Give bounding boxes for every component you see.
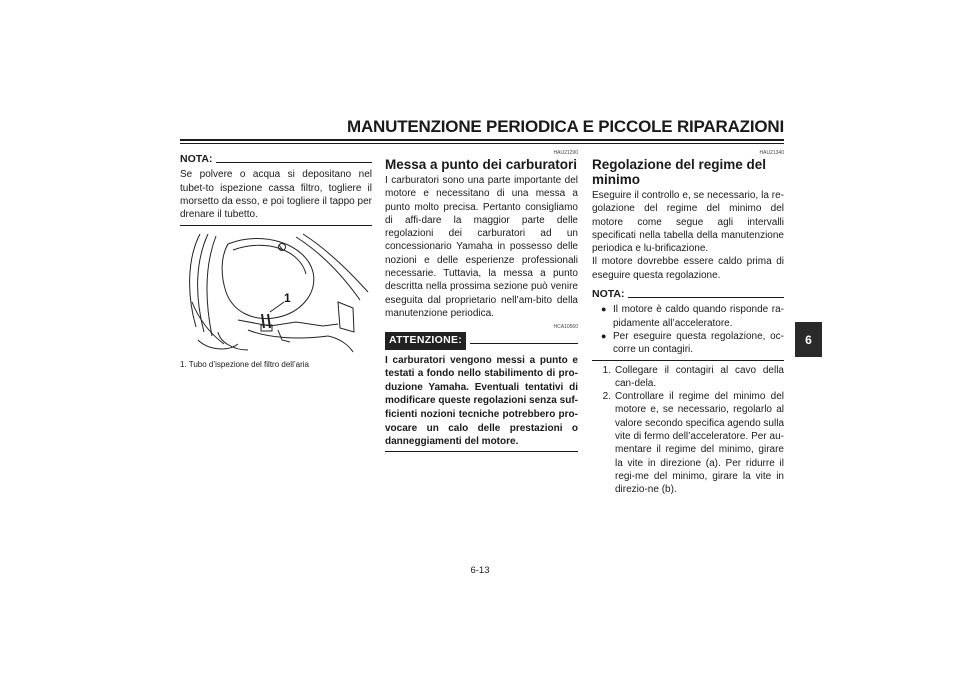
bullet-item — [592, 303, 784, 330]
section-code: HAU21290 — [553, 150, 578, 156]
nota-label: NOTA: — [180, 153, 213, 165]
page-number: 6-13 — [470, 565, 490, 576]
chapter-tab: 6 — [795, 322, 822, 357]
step-text: Collegare il contagiri al cavo della can-dela. — [615, 364, 784, 389]
warning-label: ATTENZIONE: — [385, 332, 466, 349]
section-heading: Messa a punto dei carburatori — [385, 157, 578, 172]
page-title: MANUTENZIONE PERIODICA E PICCOLE RIPARAZIONI — [347, 117, 784, 136]
nota-end-rule — [592, 360, 784, 361]
callout-number: 1 — [284, 291, 291, 305]
air-filter-illustration — [178, 232, 373, 354]
section-body: I carburatori sono una parte importante del motore e necessitano di una messa a punto molto precisa. Pertanto consigliamo di affi-dare la maggior parte delle regolazioni dei carburatori ad un concessionario Yamaha in possesso delle nozioni e delle esperienze professionali necessarie. Tuttavia, la messa a punto descritta nella prossima sezione può venire eseguita dal proprietario nell’am-bito della manutenzione periodica. — [385, 175, 578, 319]
bullet-dot: ● — [601, 330, 607, 341]
nota-heading — [592, 288, 784, 301]
header-rule — [180, 139, 784, 141]
middle-column — [385, 150, 578, 452]
bullet-item — [592, 330, 784, 357]
left-column — [180, 153, 372, 226]
nota-text: Se polvere o acqua si depositano nel tubet-to ispezione cassa filtro, togliere il morsetto da esso, e poi togliere il tappo per drenare il tubetto. — [180, 169, 372, 221]
warning-end-rule — [385, 451, 578, 453]
bullet-dot: ● — [601, 304, 607, 315]
figure-caption: 1. Tubo d’ispezione del filtro dell’aria — [180, 360, 309, 369]
warning-code: HCA10560 — [553, 324, 578, 331]
section-heading: Regolazione del regime del minimo — [592, 157, 767, 187]
nota-label: NOTA: — [592, 288, 625, 301]
step-number: 2. — [602, 391, 611, 403]
step-number: 1. — [602, 364, 611, 376]
header-rule-thin — [180, 143, 784, 144]
bullet-text: Per eseguire questa regolazione, oc-corre un contagiri. — [613, 330, 784, 356]
bullet-text: Il motore è caldo quando risponde ra-pidamente all’acceleratore. — [613, 304, 784, 329]
step-item — [592, 390, 784, 496]
nota-rule — [216, 162, 372, 163]
nota-end-rule — [180, 225, 372, 226]
warning-rule — [470, 343, 578, 344]
step-text: Controllare il regime del minimo del motore e, se necessario, regolarlo al valore secondo specifica agendo sulla vite di fermo dell’acceleratore. Per au-mentare il regime del minimo, girare la vite in direzione (a). Per ridurre il regi-me del minimo, girare la vite in direzio-ne (b). — [615, 391, 784, 496]
right-column — [592, 150, 784, 497]
section-body-2: Il motore dovrebbe essere caldo prima di eseguire questa regolazione. — [592, 256, 784, 281]
warning-text: I carburatori vengono messi a punto e testati a fondo nello stabilimento di pro-duzione Yamaha. Eventuali tentativi di modificare queste regolazioni senza suf-ficienti nozioni tecniche potrebbero pro-vocare un calo delle prestazioni o danneggiamenti del motore. — [385, 354, 578, 448]
section-body-1: Eseguire il controllo e, se necessario, la re-golazione del regime del minimo del motore come segue agli intervalli specificati nella tabella della manutenzione periodica e lu-brificazione. — [592, 190, 784, 255]
section-code: HAU21340 — [759, 150, 784, 156]
warning-heading — [385, 332, 578, 349]
step-item — [592, 364, 784, 391]
nota-heading — [180, 153, 372, 166]
nota-rule — [628, 297, 784, 298]
